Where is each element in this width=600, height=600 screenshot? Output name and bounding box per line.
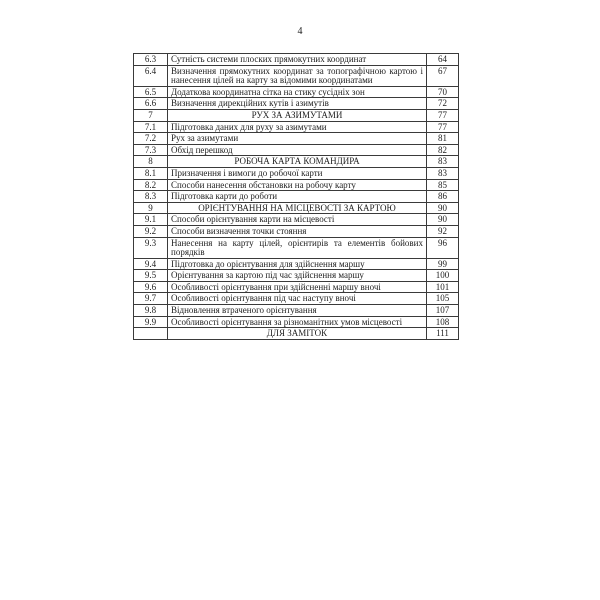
section-number: 9.8	[134, 305, 168, 317]
page-reference: 83	[427, 156, 459, 168]
section-title: Способи нанесення обстановки на робочу карту	[168, 179, 427, 191]
section-title: Підготовка карти до роботи	[168, 191, 427, 203]
toc-row	[134, 86, 459, 98]
section-number: 8.2	[134, 179, 168, 191]
section-number: 7.1	[134, 121, 168, 133]
toc-row	[134, 121, 459, 133]
section-number: 9	[134, 202, 168, 214]
page-reference: 101	[427, 281, 459, 293]
section-title: Способи визначення точки стояння	[168, 225, 427, 237]
section-number: 9.7	[134, 293, 168, 305]
section-number: 6.3	[134, 54, 168, 66]
section-title: Нанесення на карту цілей, орієнтирів та елементів бойових порядків	[168, 237, 427, 258]
page-reference: 99	[427, 258, 459, 270]
section-number: 9.2	[134, 225, 168, 237]
page-reference: 92	[427, 225, 459, 237]
toc-row	[134, 54, 459, 66]
section-number: 6.6	[134, 98, 168, 110]
section-number: 9.6	[134, 281, 168, 293]
toc-row	[134, 258, 459, 270]
section-title: Обхід перешкод	[168, 144, 427, 156]
page-reference: 105	[427, 293, 459, 305]
toc-row	[134, 293, 459, 305]
section-title: Особливості орієнтування при здійсненні маршу вночі	[168, 281, 427, 293]
toc-row	[134, 133, 459, 145]
page-reference: 107	[427, 305, 459, 317]
section-number: 8.3	[134, 191, 168, 203]
section-title: Призначення і вимоги до робочої карти	[168, 167, 427, 179]
chapter-title: ОРІЄНТУВАННЯ НА МІСЦЕВОСТІ ЗА КАРТОЮ	[168, 202, 427, 214]
section-number: 6.4	[134, 65, 168, 86]
page-number: 4	[297, 26, 303, 37]
toc-row	[134, 191, 459, 203]
section-title: Визначення прямокутних координат за топографічною картою і нанесення цілей на карту за відомими координатами	[168, 65, 427, 86]
toc-row	[134, 98, 459, 110]
section-number: 9.9	[134, 316, 168, 328]
section-number: 9.1	[134, 214, 168, 226]
section-title: Відновлення втраченого орієнтування	[168, 305, 427, 317]
table-of-contents	[133, 53, 459, 340]
toc-row	[134, 109, 459, 121]
toc-row	[134, 202, 459, 214]
page-reference: 86	[427, 191, 459, 203]
section-title: Особливості орієнтування під час наступу вночі	[168, 293, 427, 305]
toc-row	[134, 167, 459, 179]
toc-row	[134, 214, 459, 226]
page-reference: 85	[427, 179, 459, 191]
toc-row	[134, 65, 459, 86]
page-reference: 111	[427, 328, 459, 340]
toc-row	[134, 270, 459, 282]
toc-row	[134, 144, 459, 156]
section-number: 7.2	[134, 133, 168, 145]
page-reference: 67	[427, 65, 459, 86]
page-reference: 90	[427, 214, 459, 226]
toc-row	[134, 225, 459, 237]
section-number: 8.1	[134, 167, 168, 179]
section-title: Підготовка до орієнтування для здійснення маршу	[168, 258, 427, 270]
section-title: Рух за азимутами	[168, 133, 427, 145]
section-number: 6.5	[134, 86, 168, 98]
toc-row	[134, 281, 459, 293]
section-title: Способи орієнтування карти на місцевості	[168, 214, 427, 226]
section-number: 9.3	[134, 237, 168, 258]
toc-row	[134, 179, 459, 191]
section-number: 8	[134, 156, 168, 168]
page-reference: 77	[427, 109, 459, 121]
page-reference: 96	[427, 237, 459, 258]
section-title: Підготовка даних для руху за азимутами	[168, 121, 427, 133]
page-reference: 82	[427, 144, 459, 156]
section-number: 7.3	[134, 144, 168, 156]
chapter-title: РОБОЧА КАРТА КОМАНДИРА	[168, 156, 427, 168]
page-reference: 72	[427, 98, 459, 110]
page-reference: 81	[427, 133, 459, 145]
section-number	[134, 328, 168, 340]
toc-row	[134, 237, 459, 258]
toc-body	[134, 54, 459, 340]
section-title: Сутність системи плоских прямокутних координат	[168, 54, 427, 66]
page-reference: 64	[427, 54, 459, 66]
toc-row	[134, 305, 459, 317]
section-number: 9.5	[134, 270, 168, 282]
toc-row	[134, 156, 459, 168]
page-reference: 77	[427, 121, 459, 133]
section-number: 9.4	[134, 258, 168, 270]
page-reference: 90	[427, 202, 459, 214]
page-reference: 83	[427, 167, 459, 179]
page-reference: 100	[427, 270, 459, 282]
section-title: Визначення дирекційних кутів і азимутів	[168, 98, 427, 110]
page-reference: 108	[427, 316, 459, 328]
toc-row	[134, 328, 459, 340]
section-number: 7	[134, 109, 168, 121]
page-reference: 70	[427, 86, 459, 98]
section-title: Особливості орієнтування за різноманітних умов місцевості	[168, 316, 427, 328]
section-title: Додаткова координатна сітка на стику сусідніх зон	[168, 86, 427, 98]
section-title: Орієнтування за картою під час здійснення маршу	[168, 270, 427, 282]
toc-row	[134, 316, 459, 328]
chapter-title: РУХ ЗА АЗИМУТАМИ	[168, 109, 427, 121]
chapter-title: ДЛЯ ЗАМІТОК	[168, 328, 427, 340]
